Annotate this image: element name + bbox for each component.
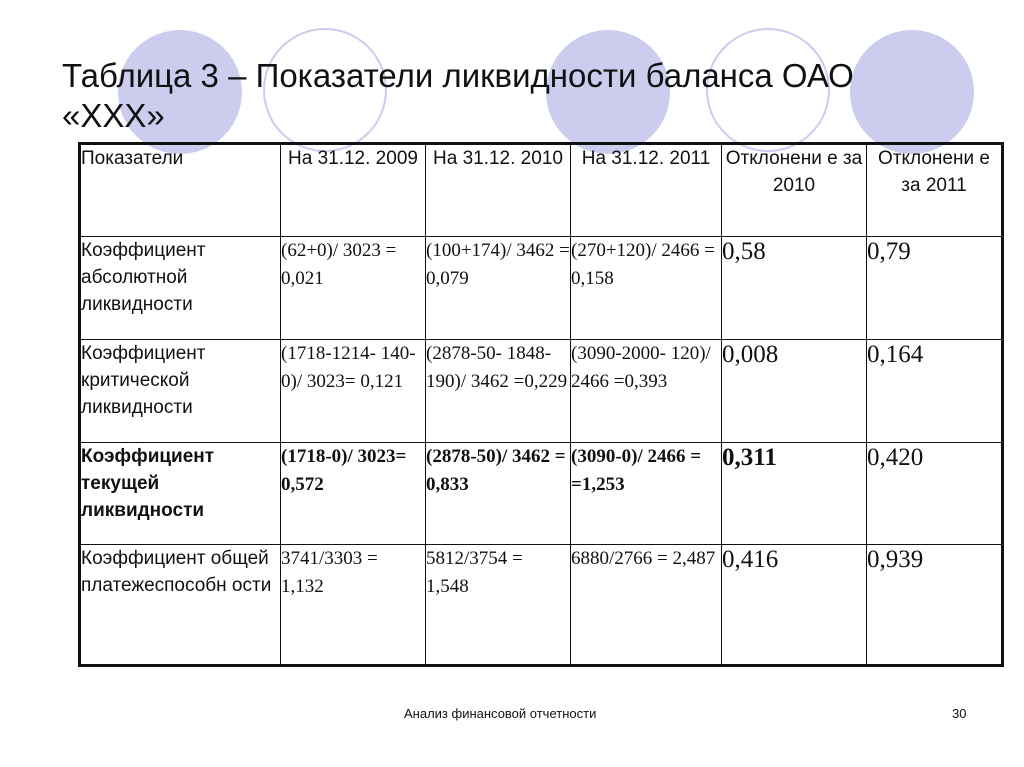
cell-2011: (270+120)/ 2466 = 0,158 [571,237,722,340]
row-label: Коэффициент общей платежеспособн ости [80,545,281,666]
cell-2009: 3741/3303 = 1,132 [281,545,426,666]
row-label: Коэффициент абсолютной ликвидности [80,237,281,340]
table-row [80,443,1003,545]
cell-2009: (1718-0)/ 3023= 0,572 [281,443,426,545]
cell-deviation-2011: 0,164 [867,340,1003,443]
table-row [80,237,1003,340]
cell-deviation-2011: 0,79 [867,237,1003,340]
header-2009: На 31.12. 2009 [281,144,426,237]
cell-2010: (2878-50- 1848-190)/ 3462 =0,229 [426,340,571,443]
table-row [80,340,1003,443]
slide-title: Таблица 3 – Показатели ликвидности баланса ОАО «XXX» [62,57,854,134]
cell-2010: (100+174)/ 3462 = 0,079 [426,237,571,340]
cell-deviation-2010: 0,311 [722,443,867,545]
cell-deviation-2011: 0,420 [867,443,1003,545]
row-label: Коэффициент текущей ликвидности [80,443,281,545]
cell-deviation-2010: 0,58 [722,237,867,340]
header-indicators: Показатели [80,144,281,237]
cell-2010: (2878-50)/ 3462 = 0,833 [426,443,571,545]
cell-2011: 6880/2766 = 2,487 [571,545,722,666]
cell-2011: (3090-2000- 120)/ 2466 =0,393 [571,340,722,443]
liquidity-table [78,142,1004,667]
cell-deviation-2010: 0,416 [722,545,867,666]
header-row [80,144,1003,237]
row-label: Коэффициент критической ликвидности [80,340,281,443]
cell-2009: (62+0)/ 3023 = 0,021 [281,237,426,340]
cell-2010: 5812/3754 = 1,548 [426,545,571,666]
table-row [80,545,1003,666]
footer-text: Анализ финансовой отчетности [404,706,597,721]
cell-deviation-2010: 0,008 [722,340,867,443]
header-deviation-2011: Отклонени е за 2011 [867,144,1003,237]
cell-deviation-2011: 0,939 [867,545,1003,666]
cell-2011: (3090-0)/ 2466 = =1,253 [571,443,722,545]
header-2011: На 31.12. 2011 [571,144,722,237]
header-2010: На 31.12. 2010 [426,144,571,237]
cell-2009: (1718-1214- 140-0)/ 3023= 0,121 [281,340,426,443]
page-number: 30 [952,706,967,721]
header-deviation-2010: Отклонени е за 2010 [722,144,867,237]
